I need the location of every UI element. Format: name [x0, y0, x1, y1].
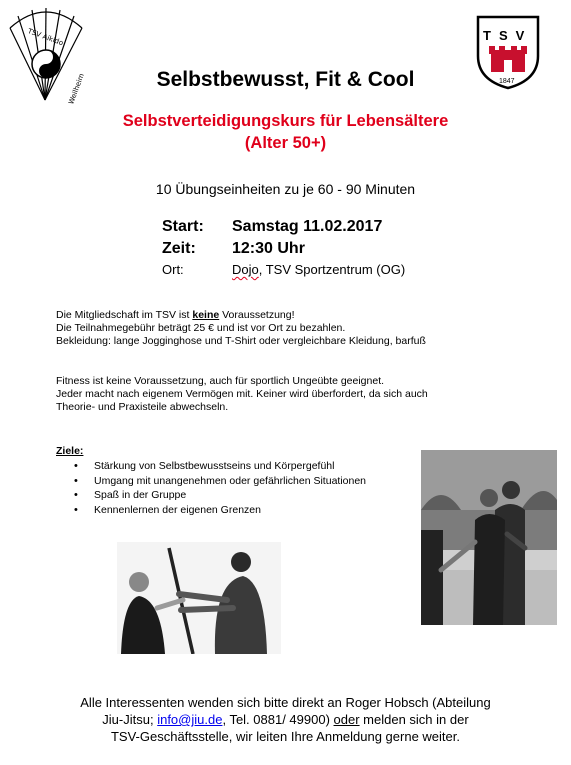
- photo-outdoor-self-defence: [421, 450, 557, 625]
- main-title: Selbstbewusst, Fit & Cool: [156, 68, 415, 91]
- info1-line-2: Die Teilnahmegebühr beträgt 25 € und ist vor Ort zu bezahlen.: [56, 322, 346, 334]
- goals-heading: Ziele:: [56, 445, 84, 457]
- time-label: Zeit:: [162, 240, 196, 257]
- footer-oder: oder: [333, 712, 360, 727]
- subtitle-line-2: (Alter 50+): [244, 134, 327, 152]
- goals-list-item: • Umgang mit unangenehmen oder gefährlichen Situationen: [74, 474, 366, 489]
- tsv-letters: TSV: [483, 28, 533, 43]
- goals-list: [74, 459, 366, 517]
- subtitle-line-1: Selbstverteidigungskurs für Lebensältere: [122, 112, 449, 130]
- goals-list-item: • Stärkung von Selbstbewusstseins und Körpergefühl: [74, 459, 366, 474]
- start-value: Samstag 11.02.2017: [232, 218, 383, 235]
- schedule: [162, 218, 482, 280]
- info2-line-3: Theorie- und Praxisteile abwechseln.: [56, 401, 229, 413]
- info2-line-2: Jeder macht nach eigenem Vermögen mit. Keiner wird überfordert, da sich auch: [56, 388, 428, 400]
- info1-line-1-post: Voraussetzung!: [219, 309, 295, 321]
- place-value: [232, 262, 405, 277]
- schedule-time-row: [162, 240, 482, 262]
- fan-kanji-top: 武: [41, 55, 49, 64]
- sessions-info: 10 Übungseinheiten zu je 60 - 90 Minuten: [155, 181, 416, 197]
- footer-line-2-pre: Jiu-Jitsu;: [102, 712, 158, 727]
- fan-text-right: Weilheim: [67, 72, 84, 106]
- place-rest: , TSV Sportzentrum (OG): [258, 262, 406, 277]
- subtitle: [0, 110, 571, 154]
- footer-line-1: Alle Interessenten wenden sich bitte direkt an Roger Hobsch (Abteilung: [80, 695, 491, 710]
- footer-contact: [0, 694, 571, 745]
- start-label: Start:: [162, 218, 204, 235]
- schedule-place-row: [162, 262, 482, 280]
- info1-line-1: [56, 309, 526, 322]
- goals-list-item: • Kennenlernen der eigenen Grenzen: [74, 503, 366, 518]
- info-paragraph-1: [56, 309, 526, 348]
- info1-line-3: Bekleidung: lange Jogginghose und T-Shirt oder vergleichbare Kleidung, barfuß: [56, 335, 426, 347]
- goals-list-item: • Spaß in der Gruppe: [74, 488, 366, 503]
- tsv-year: 1847: [499, 78, 515, 85]
- info2-line-1: Fitness ist keine Voraussetzung, auch für sportlich Ungeübte geeignet.: [56, 375, 385, 387]
- footer-line-3: TSV-Geschäftsstelle, wir leiten Ihre Anmeldung gerne weiter.: [110, 729, 460, 744]
- footer-line-2-mid: , Tel. 0881/ 49900): [222, 712, 334, 727]
- info-paragraph-2: [56, 375, 526, 414]
- place-dojo: Dojo: [232, 262, 259, 277]
- place-label: Ort:: [162, 262, 184, 277]
- info1-line-1-pre: Die Mitgliedschaft im TSV ist: [56, 309, 193, 321]
- fan-text-left: TSV Aikido: [26, 27, 65, 48]
- footer-line-2-post: melden sich in der: [359, 712, 469, 727]
- info1-keyword: keine: [192, 309, 220, 321]
- email-link[interactable]: info@jiu.de: [157, 712, 223, 727]
- photo-staff-training: [117, 542, 281, 654]
- footer-line-2: [0, 711, 571, 728]
- fan-kanji-bottom: 道: [43, 67, 51, 76]
- schedule-start-row: [162, 218, 482, 240]
- time-value: 12:30 Uhr: [232, 240, 305, 257]
